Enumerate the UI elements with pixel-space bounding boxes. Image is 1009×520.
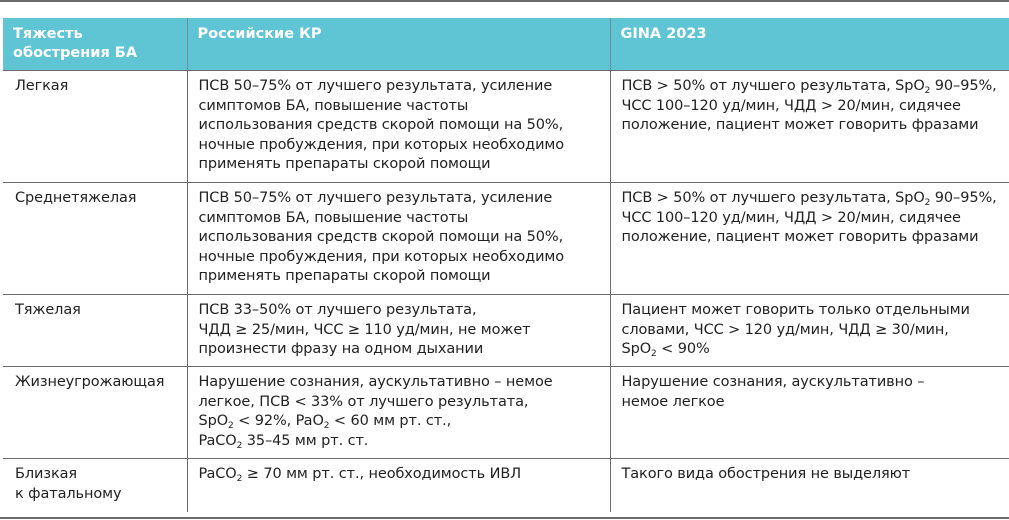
gina-criteria-cell [610,183,1009,295]
text-part: < 92%, PaO [233,413,324,429]
gina-criteria-cell [610,295,1009,367]
text-part: 90–95%, ЧСС 100–120 уд/мин, ЧДД > 20/мин, сидячее положение, пациент может говорить фразами [621,190,997,245]
severity-cell: Тяжелая [3,295,187,367]
russian-criteria-cell [187,367,610,459]
severity-cell: Среднетяжелая [3,183,187,295]
header-gina-2023: GINA 2023 [610,18,1009,71]
subscript: 2 [323,421,330,431]
subscript: 2 [236,440,243,451]
table-row [3,367,1009,459]
text-part: Пациент может говорить только отдельными словами, ЧСС > 120 уд/мин, ЧДД ≥ 30/мин, SpO [621,302,970,357]
table-row [3,183,1009,295]
gina-criteria-cell: Нарушение сознания, аускультативно – немое легкое [610,367,1009,459]
header-severity: Тяжесть обострения БА [3,18,187,71]
subscript: 2 [924,86,931,96]
table-row [3,71,1009,183]
text-part: 90–95%, ЧСС 100–120 уд/мин, ЧДД > 20/мин, сидячее положение, пациент может говорить фразами [621,78,997,133]
text-part: Нарушение сознания, аускультативно – немое легкое, ПСВ < 33% от лучшего результата, SpO [198,374,553,429]
text-part: PaCO [198,466,237,482]
gina-criteria-cell: Такого вида обострения не выделяют [610,459,1009,513]
russian-criteria-cell: ПСВ 33–50% от лучшего результата, ЧДД ≥ 25/мин, ЧСС ≥ 110 уд/мин, не может произнести фразу на одном дыхании [187,295,610,367]
subscript: 2 [236,474,243,484]
text-part: ПСВ > 50% от лучшего результата, SpO [621,78,925,94]
table-row [3,459,1009,513]
top-rule [0,0,1009,2]
severity-cell: Жизнеугрожающая [3,367,187,459]
text-part: < 90% [656,341,710,357]
text-part: ≥ 70 мм рт. ст., необходимость ИВЛ [242,466,521,482]
header-russian-guidelines: Российские КР [187,18,610,71]
bottom-rule [0,517,1009,519]
table-header-row [3,18,1009,71]
severity-cell: Близкая к фатальному [15,466,122,502]
subscript: 2 [651,349,657,359]
subscript: 2 [924,198,931,208]
text-part: 35–45 мм рт. ст. [242,432,369,449]
severity-cell: Легкая [3,71,187,183]
gina-criteria-cell [610,71,1009,183]
russian-criteria-cell: ПСВ 50–75% от лучшего результата, усиление симптомов БА, повышение частоты использования средств скорой помощи на 50%, ночные пробуждения, при которых необходимо применять препараты скорой помощи [187,183,610,295]
table-row [3,295,1009,367]
text-part: < 60 мм рт. ст., PaCO [198,413,452,449]
russian-criteria-cell [187,459,610,513]
subscript: 2 [228,421,234,431]
russian-criteria-cell: ПСВ 50–75% от лучшего результата, усиление симптомов БА, повышение частоты использования средств скорой помощи на 50%, ночные пробуждения, при которых необходимо применять препараты скорой помощи [187,71,610,183]
asthma-exacerbation-severity-table [3,18,1009,512]
text-part: ПСВ > 50% от лучшего результата, SpO [621,190,925,206]
